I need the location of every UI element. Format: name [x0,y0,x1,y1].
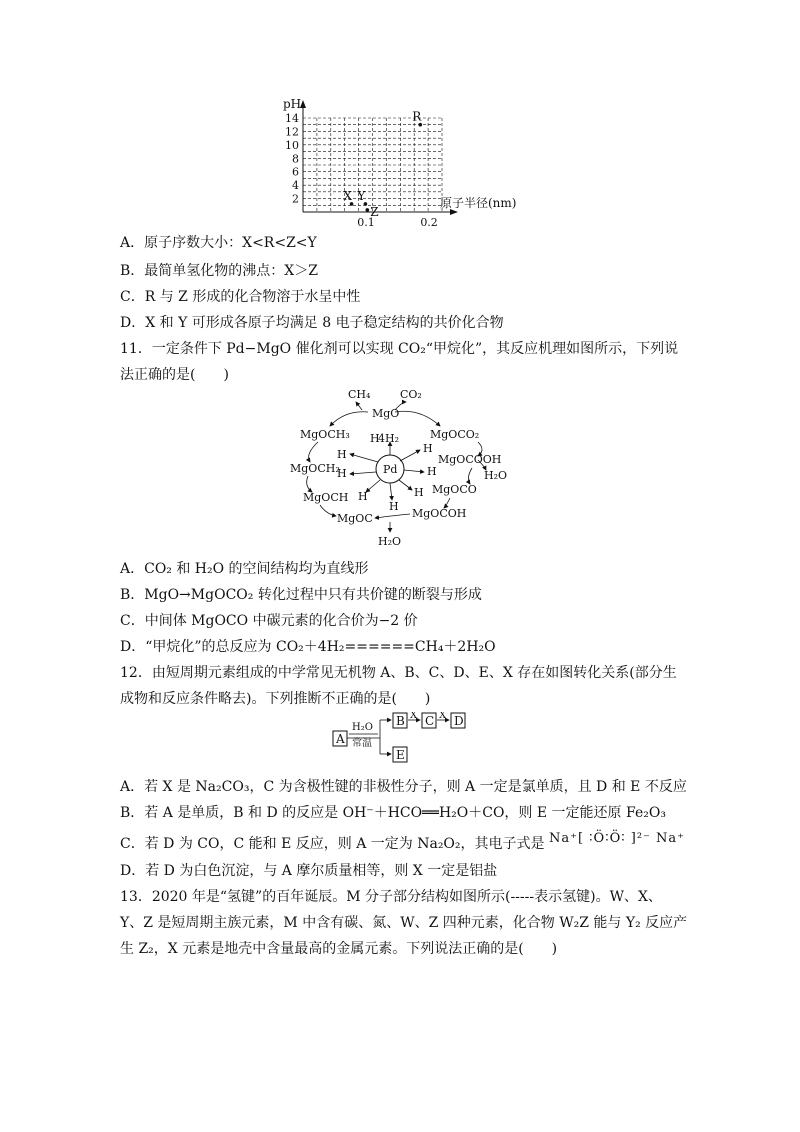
x-tick-label: 0.2 [420,216,438,229]
y-tick-label: 8 [292,152,299,166]
ch4-label: CH₄ [348,388,371,401]
conversion-scheme [0,712,800,772]
label-h2o: H₂O [352,722,373,733]
q12-option-b: B．若 A 是单质，B 和 D 的反应是 OH⁻＋HCO══H₂O＋CO，则 E 一定能还原 Fe₂O₃ [120,805,666,821]
label-a: A [336,732,345,746]
point-label-z: Z [370,204,379,219]
q12-stem-line2: 成物和反应条件略去)。下列推断不正确的是( ) [120,691,431,707]
data-point-z [365,208,369,212]
mgoco2-label: MgOCO₂ [430,428,480,441]
co2-label: CO₂ [400,388,422,401]
label-x2: X [439,712,447,721]
q13-stem-line1: 13．2020 年是“氢键”的百年诞辰。M 分子部分结构如图所示(-----表示氢键)。W、X、 [120,889,662,905]
label-x1: X [410,712,418,721]
point-label-r: R [412,109,422,124]
ph-radius-chart [0,0,800,230]
q11-option-a: A．CO₂ 和 H₂O 的空间结构均为直线形 [120,561,369,577]
h-atom-s: H [389,500,399,513]
q11-stem-line1: 11．一定条件下 Pd−MgO 催化剂可以实现 CO₂“甲烷化”，其反应机理如图所示，下列说 [120,341,679,357]
y-tick-label: 10 [285,138,299,152]
y-tick-label: 6 [292,165,299,179]
h-atom-nw: H [370,432,380,445]
h-atom-sw: H [358,490,368,503]
q10-option-d: D．X 和 Y 可形成各原子均满足 8 电子稳定结构的共价化合物 [120,315,504,331]
label-d: D [454,714,464,728]
chart-grid [303,118,442,212]
q11-option-c: C．中间体 MgOCO 中碳元素的化合价为−2 价 [120,613,418,629]
label-b: B [396,714,405,728]
y-tick-label: 4 [292,179,299,193]
y-tick-labels [285,112,299,206]
point-label-y: Y [357,188,366,203]
x-tick-label: 0.1 [357,216,375,229]
x-axis-label: 原子半径(nm) [440,196,517,210]
q11-stem-line2: 法正确的是( ) [120,367,229,383]
q11-option-d: D．“甲烷化”的总反应为 CO₂＋4H₂======CH₄＋2H₂O [120,639,496,655]
mgoc-label: MgOC [337,512,373,525]
q10-option-c: C．R 与 Z 形成的化合物溶于水呈中性 [120,289,361,305]
h2-label: 4H₂ [378,432,400,445]
q12-option-d: D．若 D 为白色沉淀，与 A 摩尔质量相等，则 X 一定是铝盐 [120,863,498,879]
h-atom-se: H [414,486,424,499]
h-atom-w: H [337,448,347,461]
q10-option-a: A．原子序数大小：X<R<Z<Y [120,235,317,251]
mgoch2-label: MgOCH₂ [290,462,340,475]
mgocooh-label: MgOCOOH [438,453,502,466]
q11-option-b: B．MgO→MgOCO₂ 转化过程中只有共价键的断裂与形成 [120,587,482,603]
mgo-label: MgO [372,407,400,420]
q10-option-b: B．最简单氢化物的沸点：X＞Z [120,263,318,279]
q12-stem-line1: 12．由短周期元素组成的中学常见无机物 A、B、C、D、E、X 存在如图转化关系(部分生 [120,665,677,681]
h2o-bottom-label: H₂O [378,535,402,548]
y-axis-label: pH [283,97,302,111]
h-atom-wsw: H [337,467,347,480]
q12-option-a: A．若 X 是 Na₂CO₃，C 为含极性键的非极性分子，则 A 一定是氯单质，且 D 和 E 不反应 [120,779,687,795]
label-c: C [425,714,435,728]
na2o2-electron-formula: Na⁺[ ∶Ö∶Ö∶ ]²⁻ Na⁺ [548,831,686,846]
q12-option-c-text: C．若 D 为 CO，C 能和 E 反应，则 A 一定为 Na₂O₂，其电子式是 [120,836,545,852]
q13-stem-line3: 生 Z₂，X 元素是地壳中含量最高的金属元素。下列说法正确的是( ) [120,941,558,957]
label-e: E [396,748,405,762]
label-condition: 常温 [352,738,372,749]
methanation-mechanism-diagram [0,382,800,552]
y-tick-label: 12 [285,125,299,139]
pd-label: Pd [383,463,398,476]
mgoch3-label: MgOCH₃ [300,428,350,441]
chart-points [344,110,423,219]
y-tick-label: 2 [292,192,299,206]
point-label-x: X [343,188,353,203]
q12-option-c [120,831,686,855]
h2o-right-label: H₂O [484,469,508,482]
mgocoh-label: MgOCOH [412,507,467,520]
h-atom-e: H [427,465,437,478]
mgoch-label: MgOCH [303,491,349,504]
h-atom-ne: H [423,442,433,455]
mgoco-label: MgOCO [432,483,477,496]
q13-stem-line2: Y、Z 是短周期主族元素，M 中含有碳、氮、W、Z 四种元素，化合物 W₂Z 能与 Y₂ 反应产 [120,915,688,931]
y-tick-label: 14 [285,112,299,125]
